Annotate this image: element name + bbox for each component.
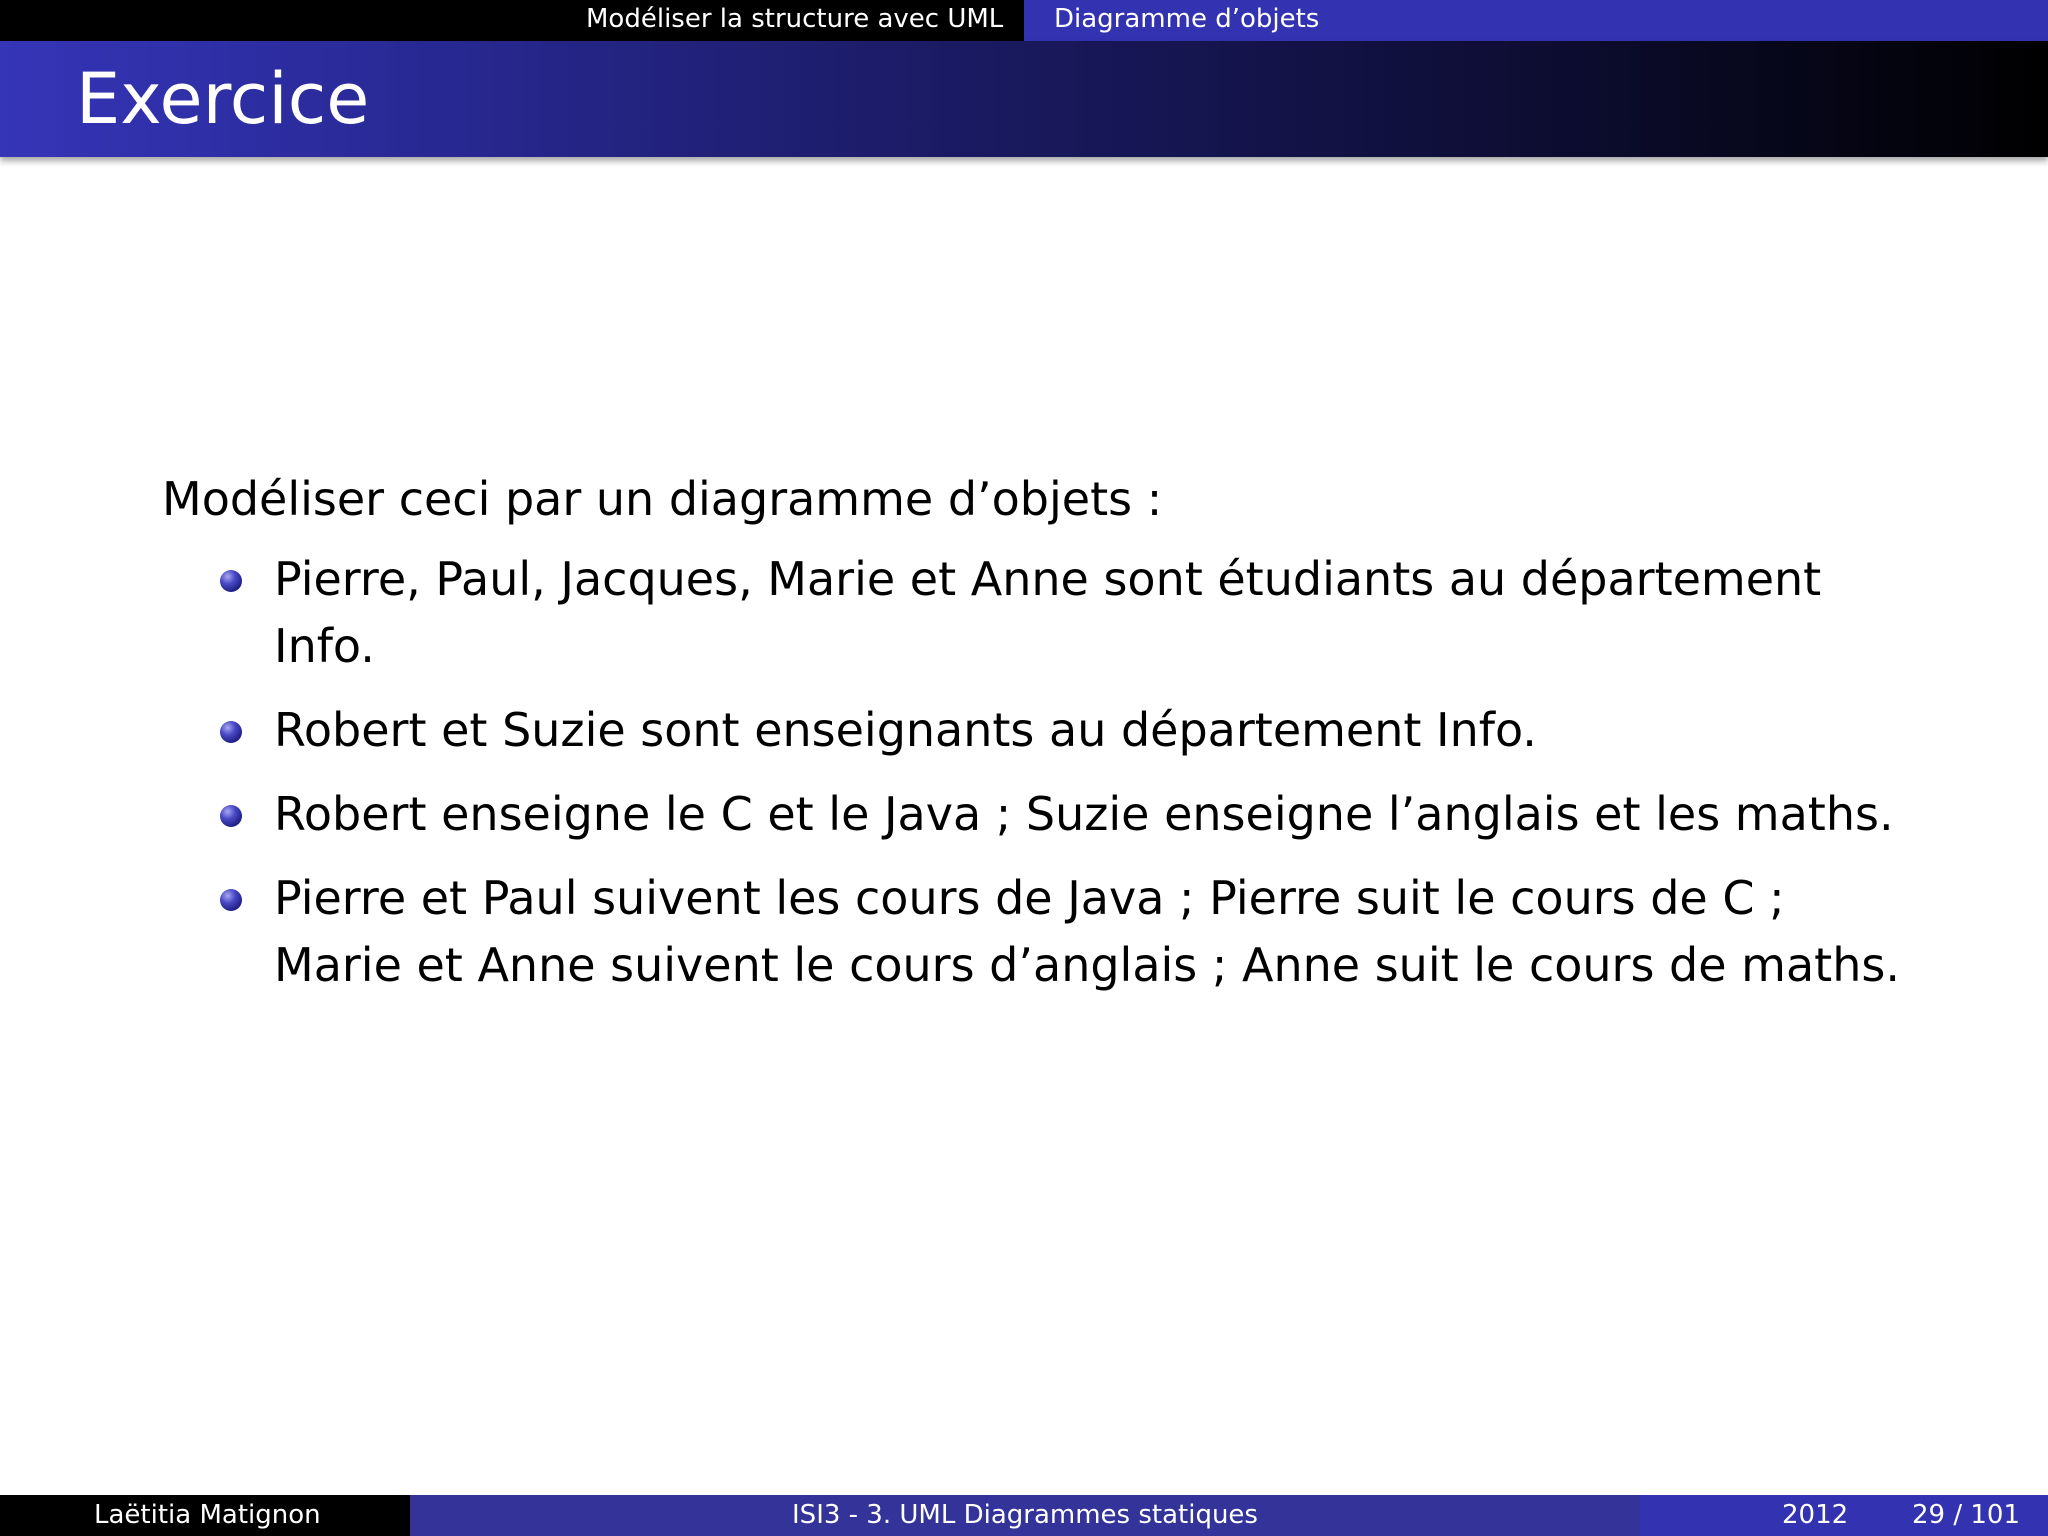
list-item (162, 546, 1922, 680)
list-item-text: Robert et Suzie sont enseignants au département Info. (274, 703, 1537, 757)
frame-title-bar (0, 41, 2048, 157)
list-item-text: Pierre, Paul, Jacques, Marie et Anne sont étudiants au département Info. (274, 552, 1822, 673)
ball-bullet-icon (220, 889, 242, 911)
nav-subsection-link[interactable]: Diagramme d’objets (1024, 0, 2048, 41)
footer-year: 2012 (1782, 1500, 1849, 1530)
list-item (162, 697, 1922, 764)
page-number: 29 / 101 (1912, 1500, 2020, 1530)
top-navigation-bar (0, 0, 2048, 41)
list-item (162, 865, 1922, 999)
bullet-list (162, 546, 1922, 999)
intro-text: Modéliser ceci par un diagramme d’objets : (162, 472, 1163, 526)
nav-section-link[interactable]: Modéliser la structure avec UML (586, 4, 1004, 34)
list-item-text: Robert enseigne le C et le Java ; Suzie enseigne l’anglais et les maths. (274, 787, 1894, 841)
footer-author: Laëtitia Matignon (0, 1495, 410, 1536)
ball-bullet-icon (220, 805, 242, 827)
ball-bullet-icon (220, 570, 242, 592)
list-item (162, 781, 1922, 848)
slide-body (162, 466, 1922, 1016)
list-item-text: Pierre et Paul suivent les cours de Java ; Pierre suit le cours de C ; Marie et Anne suivent le cours d’anglais ; Anne suit le cours de maths. (274, 871, 1900, 992)
footer-bar (0, 1495, 2048, 1536)
footer-info (1640, 1495, 2048, 1536)
ball-bullet-icon (220, 721, 242, 743)
footer-presentation-title: ISI3 - 3. UML Diagrammes statiques (410, 1495, 1640, 1536)
frame-title: Exercice (76, 58, 370, 140)
